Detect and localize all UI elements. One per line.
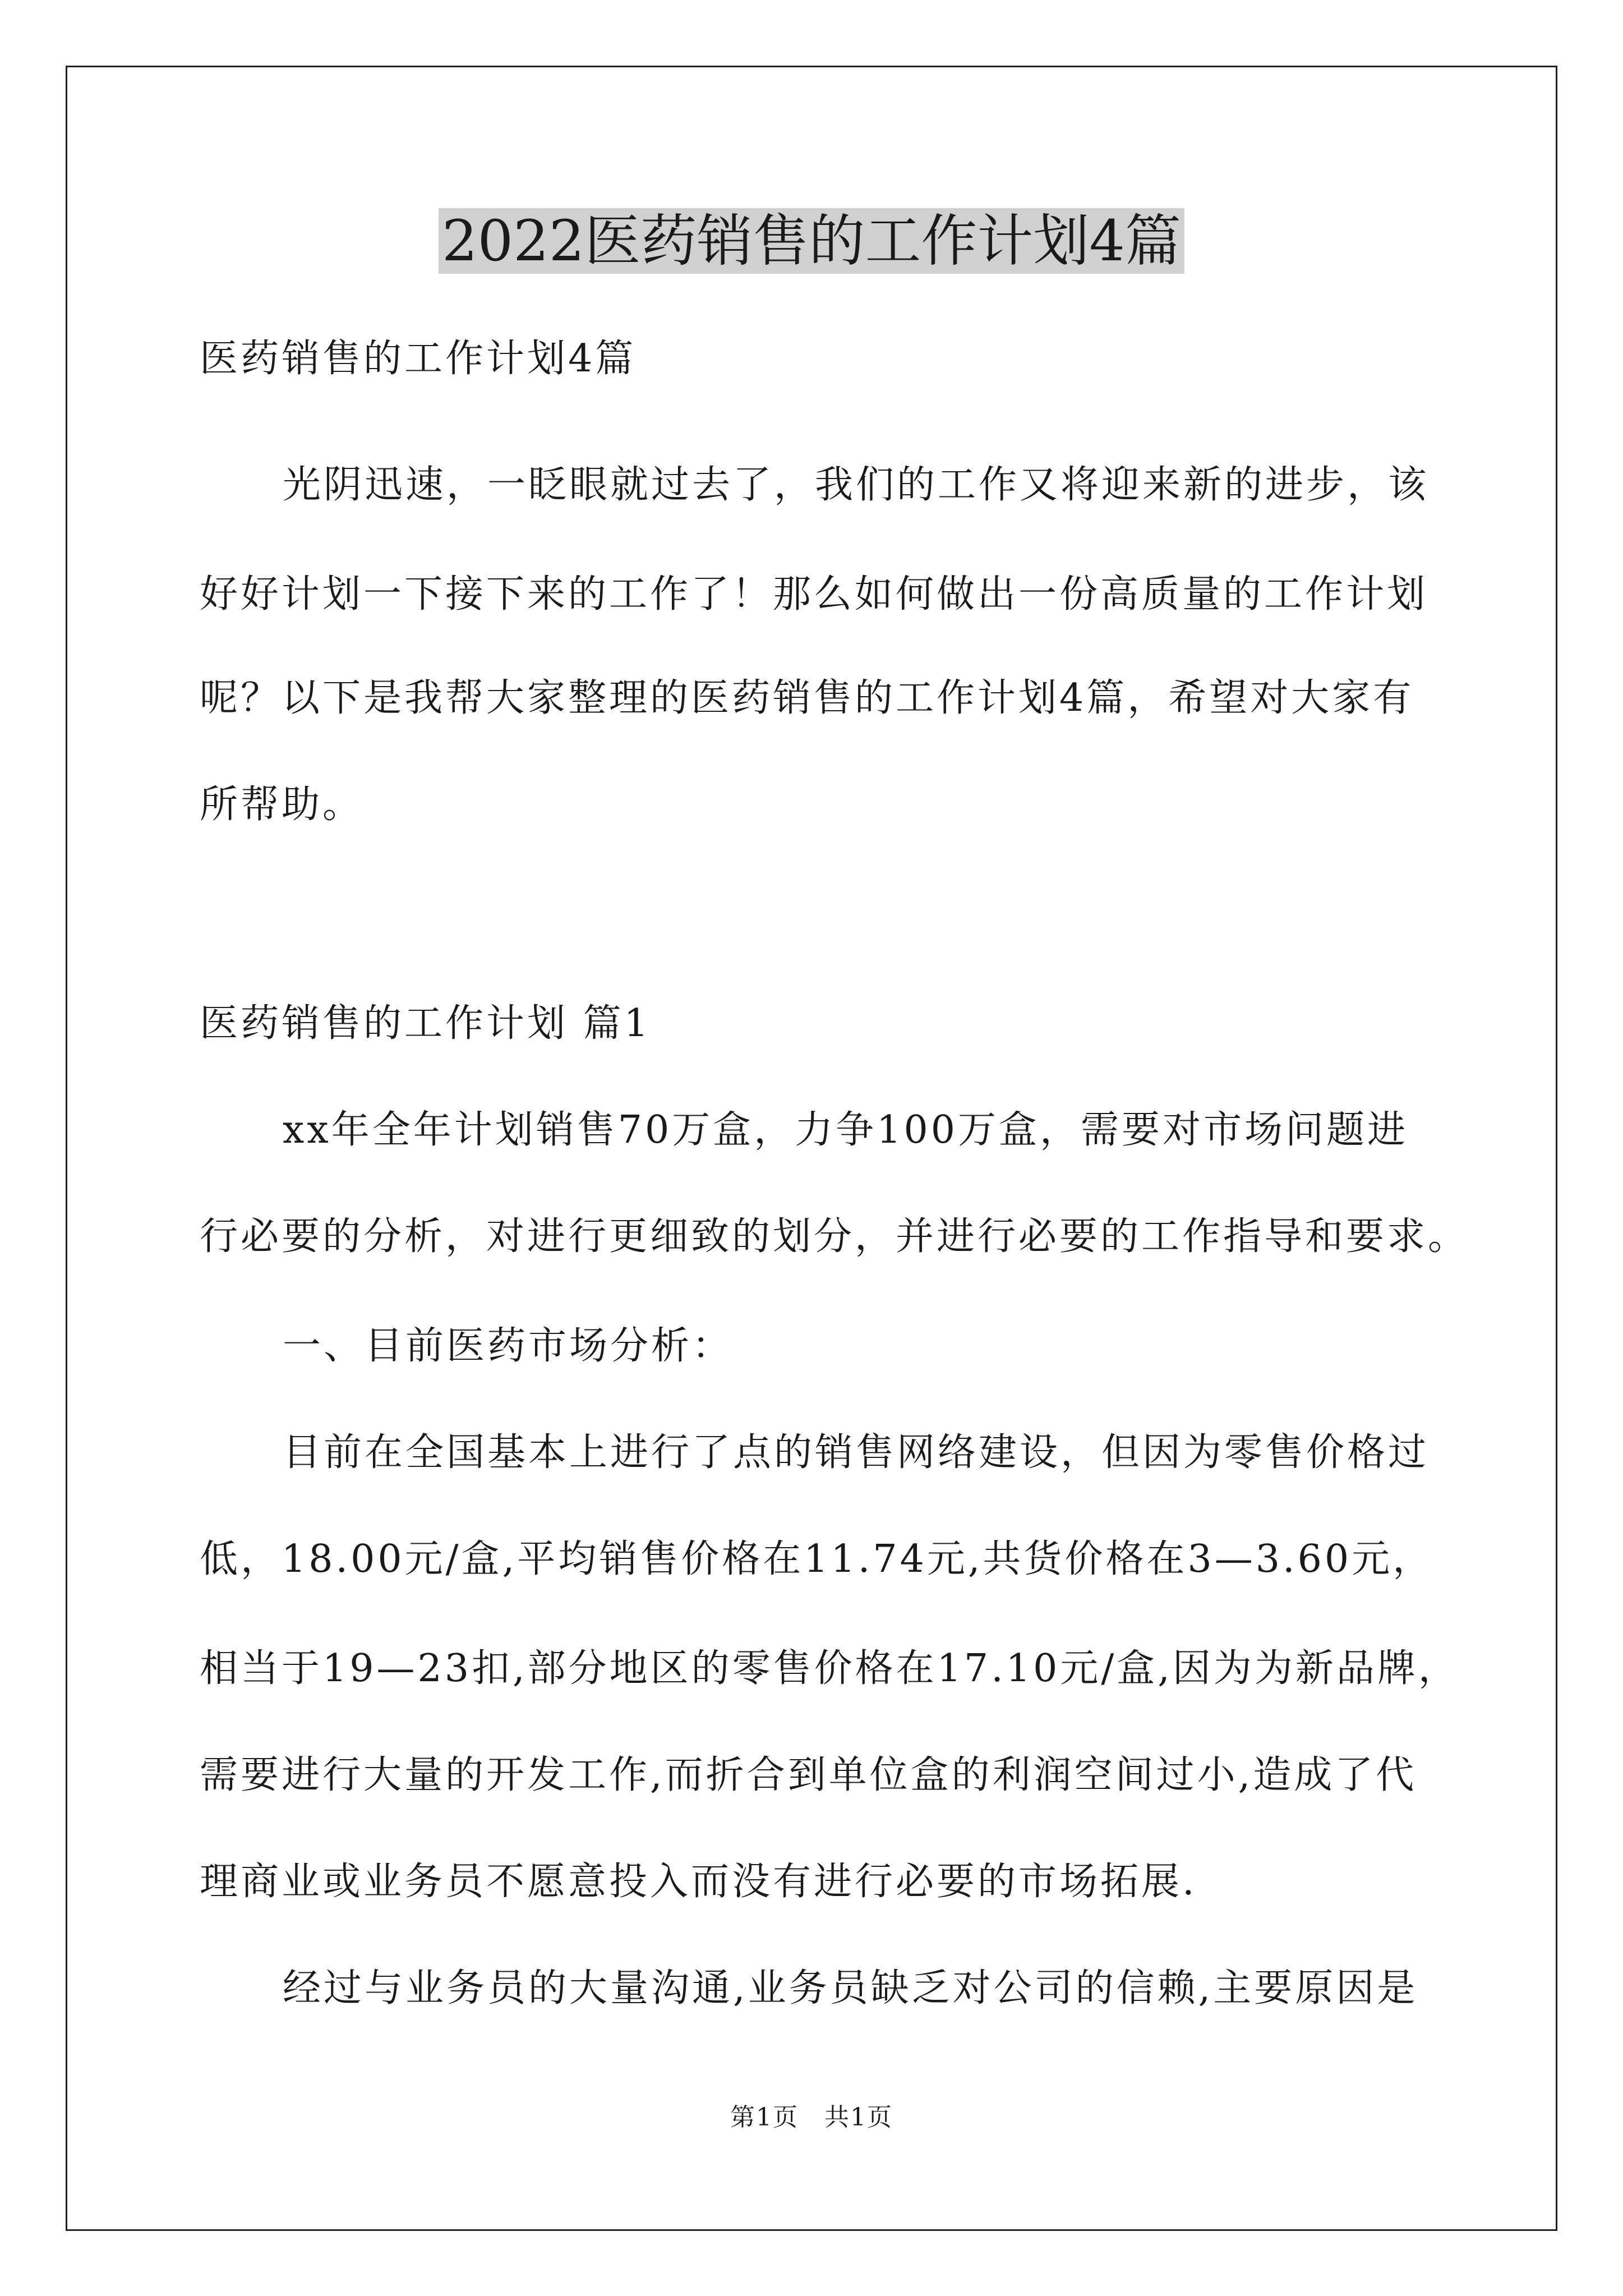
intro-paragraph-line-1: 光阴迅速，一眨眼就过去了，我们的工作又将迎来新的进步，该 [283,463,1430,507]
body-paragraph-line-8: 经过与业务员的大量沟通,业务员缺乏对公司的信赖,主要原因是 [283,1966,1418,2010]
body-paragraph-line-4: 低，18.00元/盒,平均销售价格在11.74元,共货价格在3—3.60元， [200,1537,1434,1581]
body-paragraph-line-6: 需要进行大量的开发工作,而折合到单位盒的利润空间过小,造成了代 [200,1753,1417,1797]
page-footer: 第1页 共1页 [730,2103,893,2132]
section-heading: 医药销售的工作计划 篇1 [200,1001,651,1046]
document-title: 2022医药销售的工作计划4篇 [0,205,1623,278]
body-paragraph-line-7: 理商业或业务员不愿意投入而没有进行必要的市场拓展. [200,1860,1197,1904]
body-paragraph-line-5: 相当于19—23扣,部分地区的零售价格在17.10元/盒,因为为新品牌， [200,1646,1459,1691]
subheading-market-analysis: 一、目前医药市场分析： [283,1324,734,1368]
subtitle-line: 医药销售的工作计划4篇 [200,337,637,381]
intro-paragraph-line-4: 所帮助。 [200,783,364,827]
intro-paragraph-line-3: 呢？以下是我帮大家整理的医药销售的工作计划4篇，希望对大家有 [200,676,1414,720]
intro-paragraph-line-2: 好好计划一下接下来的工作了！那么如何做出一份高质量的工作计划 [200,572,1428,616]
body-paragraph-line-2: 行必要的分析，对进行更细致的划分，并进行必要的工作指导和要求。 [200,1214,1469,1259]
body-paragraph-line-3: 目前在全国基本上进行了点的销售网络建设，但因为零售价格过 [283,1430,1430,1475]
body-paragraph-line-1: xx年全年计划销售70万盒，力争100万盒，需要对市场问题进 [283,1108,1409,1152]
